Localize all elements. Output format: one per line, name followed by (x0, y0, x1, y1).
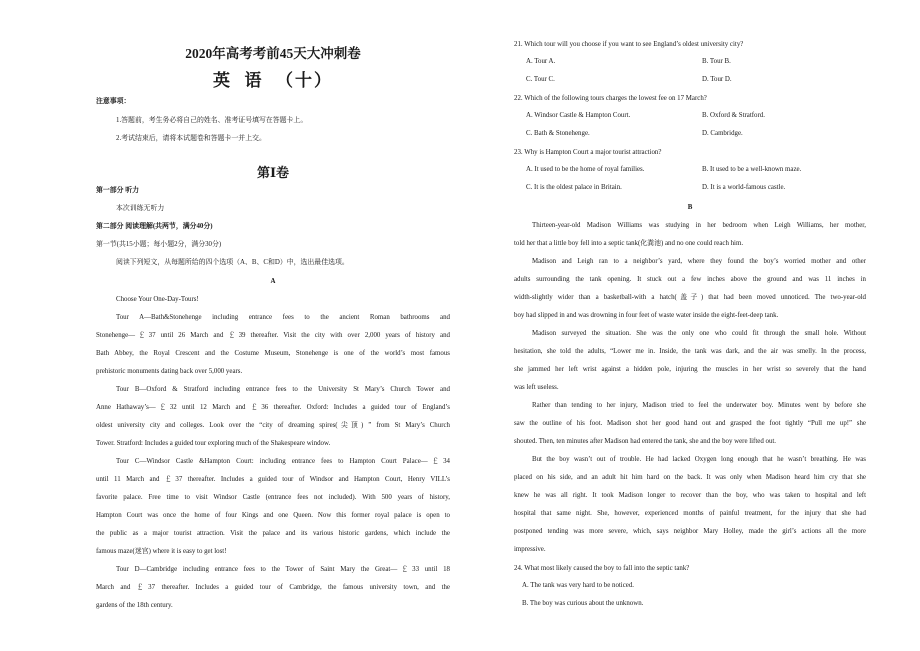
passage-b-line: adults surrounding the tank opening. It stuck out a few inches above the ground and was 11 inches in (514, 276, 866, 283)
part1-title: 第一部分 听力 (96, 187, 140, 194)
passage-b-line: impressive. (514, 546, 546, 553)
question-stem: 24. What most likely caused the boy to fall into the septic tank? (514, 565, 690, 572)
question-option: A. Tour A. (526, 58, 556, 65)
passage-b-line: hesitation, she told the adults, “Lower me in. Inside, the tank was dark, and the air was smelly. In the process, (514, 348, 866, 355)
question-option: B. It used to be a well-known maze. (702, 166, 802, 173)
passage-a-line: prehistoric monuments dating back over 5,000 years. (96, 368, 243, 375)
question-stem: 22. Which of the following tours charges the lowest fee on 17 March? (514, 95, 707, 102)
volume-title: 第Ⅰ卷 (256, 165, 290, 180)
question-option: D. It is a world-famous castle. (702, 184, 786, 191)
passage-b-line: Madison and Leigh ran to a neighbor’s yard, where they found the boy’s worried mother and other (532, 258, 866, 265)
passage-b-line: placed on his side, and an adult hit him hard on the back. It was only when Madison heard him cry that she (514, 474, 866, 481)
passage-b-line: she jammed her left wrist against a hidden pole, injuring the muscles in her wrist so severely that the hand (514, 366, 866, 373)
instruction: 阅读下列短文，从每题所给的四个选项（A、B、C和D）中，选出最佳选项。 (116, 259, 349, 266)
passage-a-line: favorite palace. Free time to visit Windsor Castle (entrance fees not included). With 500 years of history, (96, 494, 450, 501)
question-option: D. Cambridge. (702, 130, 743, 137)
question-option: B. Tour B. (702, 58, 731, 65)
question-option: D. Tour D. (702, 76, 732, 83)
question-stem: 23. Why is Hampton Court a major tourist attraction? (514, 149, 662, 156)
question-option: C. It is the oldest palace in Britain. (526, 184, 622, 191)
passage-b-line: knew he was all right. It took Madison longer to recover than the boy, who was taken to hospital and left (514, 492, 866, 499)
passage-a-line: Bath Abbey, the Royal Crescent and the Costume Museum, Stonehenge is one of the world’s most famous (96, 350, 450, 357)
passage-a-label: A (270, 278, 276, 285)
passage-a-line: oldest university city and colleges. Look over the “city of dreaming spires(尖顶) ” from St Mary’s Church (96, 422, 450, 429)
passage-a-line: Stonehenge—￡37 until 26 March and ￡39 thereafter. Visit the city with over 2,000 years of history and (96, 332, 450, 339)
part1-note: 本次训练无听力 (116, 205, 165, 212)
passage-a-line: famous maze(迷宫) where it is easy to get lost! (96, 548, 227, 555)
passage-a-line: Hampton Court was once the home of four Kings and one Queen. Now this former royal palace is open to (96, 512, 450, 519)
section1-title: 第一节(共15小题；每小题2分，满分30分) (96, 241, 222, 248)
passage-a-line: until 11 March and ￡37 thereafter. Includes a guided tour of Windsor and Hampton Court, Henry VILL’s (96, 476, 450, 483)
notice-1: 1.答题前，考生务必将自己的姓名、准考证号填写在答题卡上。 (116, 117, 308, 124)
passage-a-line: Choose Your One-Day-Tours! (116, 296, 199, 303)
passage-a-line: the public as a major tourist attraction. Visit the palace and its various historic gardens, which include the (96, 530, 450, 537)
passage-a-line: March and ￡37 thereafter. Includes a guided tour of Cambridge, the famous university town, and the (96, 584, 450, 591)
question-option: A. It used to be the home of royal families. (526, 166, 645, 173)
passage-a-line: Tour C—Windsor Castle &Hampton Court: including entrance fees to Hampton Court Palace—￡34 (116, 458, 450, 465)
passage-a-line: Tour B—Oxford & Stratford including entrance fees to the University St Mary’s Church Tower and (116, 386, 450, 393)
passage-b-line: Madison surveyed the situation. She was the only one who could fit through the small hole. Without (532, 330, 866, 337)
subject-title: 英 语 （十） (213, 71, 333, 90)
passage-b-line: postponed tending was more severe, which, says neighbor Mary Holley, made the girl’s actions all the more (514, 528, 866, 535)
question-option: A. The tank was very hard to be noticed. (522, 582, 635, 589)
passage-b-line: Thirteen-year-old Madison Williams was studying in her bedroom when Leigh Williams, her mother, (532, 222, 866, 229)
passage-b-line: saw the outline of his foot. Madison shot her good hand out and grasped the foot tightly “Pull me up!” she (514, 420, 866, 427)
passage-b-label: B (687, 204, 693, 211)
exam-title: 2020年高考考前45天大冲刺卷 (185, 46, 361, 61)
passage-b-line: told her that a little boy fell into a septic tank(化粪池) and no one could reach him. (514, 240, 744, 247)
question-option: B. Oxford & Stratford. (702, 112, 765, 119)
question-option: B. The boy was curious about the unknown. (522, 600, 644, 607)
passage-b-line: Rather than tending to her injury, Madison tried to feel the underwater boy. Minutes went by before she (532, 402, 866, 409)
question-option: C. Bath & Stonehenge. (526, 130, 590, 137)
question-stem: 21. Which tour will you choose if you want to see England’s oldest university city? (514, 41, 744, 48)
question-option: A. Windsor Castle & Hampton Court. (526, 112, 631, 119)
passage-b-line: But the boy wasn’t out of trouble. He had lacked Oxygen long enough that he wasn’t breathing. He was (532, 456, 866, 463)
passage-b-line: hospital that same night. She, however, experienced months of painful treatment, for the injury that she had (514, 510, 866, 517)
passage-b-line: was left useless. (514, 384, 559, 391)
passage-a-line: Tower. Stratford: Includes a guided tour exploring much of the Shakespeare window. (96, 440, 331, 447)
passage-b-line: shouted. Then, ten minutes after Madison had entered the tank, she and the boy were lifted out. (514, 438, 777, 445)
notice-2: 2.考试结束后，请将本试题卷和答题卡一并上交。 (116, 135, 266, 142)
question-option: C. Tour C. (526, 76, 555, 83)
passage-b-line: boy had slipped in and was drowning in four feet of waste water inside the eight-feet-deep tank. (514, 312, 779, 319)
passage-b-line: width-slightly wider than a basketball-with a hatch(盖子) that had been moved unnoticed. The two-year-old (514, 294, 866, 301)
passage-a-line: Anne Hathaway’s—￡32 until 12 March and ￡36 thereafter. Oxford: Includes a guided tour of England’s (96, 404, 450, 411)
passage-a-line: Tour A—Bath&Stonehenge including entrance fees to the ancient Roman bathrooms and (116, 314, 450, 321)
notice-label: 注意事项： (96, 98, 131, 105)
part2-title: 第二部分 阅读理解(共两节，满分40分) (96, 223, 213, 230)
passage-a-line: gardens of the 18th century. (96, 602, 173, 609)
passage-a-line: Tour D—Cambridge including entrance fees to the Tower of Saint Mary the Great—￡33 until 18 (116, 566, 450, 573)
